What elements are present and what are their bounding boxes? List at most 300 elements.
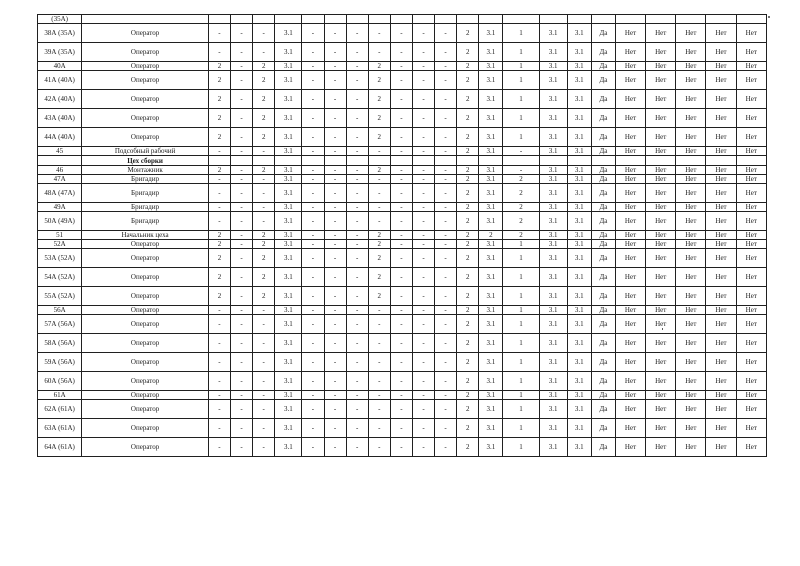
empty-cell <box>412 156 434 166</box>
value-cell: - <box>231 391 253 400</box>
empty-cell <box>503 156 539 166</box>
value-cell: 2 <box>457 353 479 372</box>
value-cell: - <box>324 203 346 212</box>
value-cell: 2 <box>457 90 479 109</box>
empty-cell <box>368 156 390 166</box>
value-cell: - <box>412 175 434 184</box>
value-cell: 3.1 <box>567 203 591 212</box>
value-cell: 2 <box>457 372 479 391</box>
value-cell: - <box>302 231 324 240</box>
value-cell: Нет <box>615 391 645 400</box>
row-number-cell: 48А (47А) <box>38 184 82 203</box>
value-cell: Нет <box>615 287 645 306</box>
value-cell: - <box>346 43 368 62</box>
value-cell: Нет <box>646 184 676 203</box>
value-cell: - <box>368 147 390 156</box>
value-cell: - <box>208 306 230 315</box>
row-number-cell: 40А <box>38 62 82 71</box>
value-cell: - <box>435 90 457 109</box>
value-cell: 3.1 <box>275 249 302 268</box>
value-cell: - <box>302 315 324 334</box>
value-cell: 3.1 <box>275 147 302 156</box>
value-cell: Нет <box>646 372 676 391</box>
value-cell: - <box>302 203 324 212</box>
value-cell: - <box>435 372 457 391</box>
value-cell: Нет <box>615 400 645 419</box>
value-cell: - <box>435 175 457 184</box>
value-cell: 3.1 <box>567 109 591 128</box>
position-cell: Начальник цеха <box>82 231 209 240</box>
value-cell: - <box>368 43 390 62</box>
empty-cell <box>539 156 567 166</box>
value-cell: - <box>324 24 346 43</box>
value-cell: 3.1 <box>539 147 567 156</box>
value-cell: Нет <box>706 315 736 334</box>
value-cell: - <box>324 147 346 156</box>
value-cell: - <box>324 90 346 109</box>
table-row <box>38 71 767 90</box>
value-cell: 3.1 <box>479 438 503 457</box>
value-cell: 2 <box>503 212 539 231</box>
value-cell: 2 <box>457 128 479 147</box>
row-number-cell: 57А (56А) <box>38 315 82 334</box>
value-cell: Да <box>591 419 615 438</box>
value-cell: 3.1 <box>275 43 302 62</box>
value-cell: - <box>302 372 324 391</box>
value-cell <box>591 15 615 24</box>
value-cell: Нет <box>676 419 706 438</box>
value-cell: Нет <box>706 147 736 156</box>
value-cell: 1 <box>503 306 539 315</box>
position-cell: Оператор <box>82 306 209 315</box>
value-cell: - <box>324 43 346 62</box>
value-cell: - <box>412 315 434 334</box>
table-row <box>38 438 767 457</box>
value-cell: 2 <box>253 287 275 306</box>
value-cell: 1 <box>503 43 539 62</box>
value-cell <box>479 15 503 24</box>
value-cell: - <box>231 419 253 438</box>
value-cell: Да <box>591 268 615 287</box>
value-cell: Нет <box>706 90 736 109</box>
value-cell: - <box>390 353 412 372</box>
value-cell: 3.1 <box>539 128 567 147</box>
value-cell: 2 <box>457 240 479 249</box>
value-cell: Нет <box>706 400 736 419</box>
value-cell: - <box>208 438 230 457</box>
value-cell: - <box>231 268 253 287</box>
value-cell: 3.1 <box>275 231 302 240</box>
value-cell: Нет <box>736 109 766 128</box>
value-cell: - <box>346 128 368 147</box>
table-row <box>38 43 767 62</box>
value-cell: - <box>390 62 412 71</box>
row-number-cell: 41А (40А) <box>38 71 82 90</box>
row-number-cell: (35А) <box>38 15 82 24</box>
value-cell: Нет <box>736 128 766 147</box>
row-number-cell: 60А (56А) <box>38 372 82 391</box>
value-cell: - <box>346 203 368 212</box>
value-cell: Да <box>591 109 615 128</box>
value-cell <box>539 15 567 24</box>
value-cell: Да <box>591 287 615 306</box>
value-cell: - <box>253 334 275 353</box>
value-cell: - <box>346 372 368 391</box>
value-cell <box>567 15 591 24</box>
value-cell: Нет <box>736 315 766 334</box>
value-cell: - <box>231 175 253 184</box>
value-cell: 2 <box>457 62 479 71</box>
value-cell: 2 <box>457 400 479 419</box>
value-cell: - <box>346 419 368 438</box>
value-cell: 1 <box>503 62 539 71</box>
value-cell: - <box>253 24 275 43</box>
value-cell: 2 <box>503 203 539 212</box>
value-cell: Нет <box>615 203 645 212</box>
value-cell: - <box>324 231 346 240</box>
position-cell: Бригадир <box>82 175 209 184</box>
value-cell: 3.1 <box>539 212 567 231</box>
position-cell: Оператор <box>82 438 209 457</box>
value-cell <box>503 15 539 24</box>
value-cell: 3.1 <box>567 391 591 400</box>
value-cell: 3.1 <box>567 71 591 90</box>
row-number-cell: 63А (61А) <box>38 419 82 438</box>
value-cell: Нет <box>736 249 766 268</box>
empty-cell <box>615 156 645 166</box>
value-cell: Нет <box>615 175 645 184</box>
value-cell: Нет <box>615 334 645 353</box>
value-cell: - <box>435 147 457 156</box>
value-cell: 3.1 <box>567 287 591 306</box>
value-cell <box>390 15 412 24</box>
value-cell: 2 <box>368 240 390 249</box>
value-cell: - <box>231 353 253 372</box>
value-cell: Нет <box>676 287 706 306</box>
value-cell: Нет <box>646 306 676 315</box>
value-cell: - <box>412 240 434 249</box>
value-cell: 3.1 <box>479 184 503 203</box>
value-cell: - <box>253 203 275 212</box>
value-cell: - <box>435 109 457 128</box>
value-cell: 3.1 <box>539 400 567 419</box>
value-cell: - <box>302 249 324 268</box>
value-cell: - <box>253 315 275 334</box>
table-row <box>38 353 767 372</box>
value-cell: Нет <box>706 372 736 391</box>
empty-cell <box>591 156 615 166</box>
value-cell: - <box>302 334 324 353</box>
value-cell: Нет <box>646 240 676 249</box>
value-cell: - <box>253 43 275 62</box>
value-cell: 3.1 <box>275 353 302 372</box>
table-row <box>38 391 767 400</box>
empty-cell <box>457 156 479 166</box>
value-cell: Нет <box>706 128 736 147</box>
value-cell: - <box>435 71 457 90</box>
position-cell: Оператор <box>82 62 209 71</box>
value-cell: 3.1 <box>275 287 302 306</box>
value-cell: 2 <box>457 175 479 184</box>
value-cell: 3.1 <box>539 62 567 71</box>
value-cell: 3.1 <box>539 391 567 400</box>
value-cell: Нет <box>706 43 736 62</box>
empty-cell <box>479 156 503 166</box>
value-cell: 2 <box>253 109 275 128</box>
value-cell: - <box>324 62 346 71</box>
value-cell: - <box>231 287 253 306</box>
value-cell: Нет <box>615 231 645 240</box>
value-cell: 3.1 <box>479 400 503 419</box>
value-cell: Нет <box>676 128 706 147</box>
value-cell: - <box>208 353 230 372</box>
value-cell: Нет <box>736 166 766 175</box>
position-cell: Оператор <box>82 287 209 306</box>
value-cell: - <box>368 203 390 212</box>
value-cell: Нет <box>646 43 676 62</box>
value-cell <box>208 15 230 24</box>
value-cell: Нет <box>706 353 736 372</box>
value-cell: - <box>302 62 324 71</box>
value-cell: Нет <box>615 249 645 268</box>
working-conditions-table <box>37 14 767 457</box>
position-cell: Оператор <box>82 90 209 109</box>
value-cell: Нет <box>736 203 766 212</box>
value-cell <box>646 15 676 24</box>
value-cell: Нет <box>615 315 645 334</box>
value-cell: Нет <box>676 43 706 62</box>
value-cell: - <box>302 147 324 156</box>
value-cell: Нет <box>676 438 706 457</box>
value-cell: Да <box>591 24 615 43</box>
row-number-cell: 43А (40А) <box>38 109 82 128</box>
value-cell: - <box>208 419 230 438</box>
value-cell: 3.1 <box>539 315 567 334</box>
value-cell: 3.1 <box>275 203 302 212</box>
value-cell: - <box>368 306 390 315</box>
value-cell: - <box>346 353 368 372</box>
scanned-document <box>37 14 767 457</box>
value-cell: - <box>302 175 324 184</box>
value-cell: - <box>390 419 412 438</box>
value-cell: - <box>390 400 412 419</box>
row-number-cell: 51 <box>38 231 82 240</box>
value-cell: Нет <box>615 184 645 203</box>
row-number-cell: 46 <box>38 166 82 175</box>
value-cell: - <box>346 62 368 71</box>
value-cell: - <box>324 268 346 287</box>
value-cell: - <box>346 212 368 231</box>
value-cell: - <box>390 184 412 203</box>
value-cell: Нет <box>706 175 736 184</box>
value-cell: - <box>435 166 457 175</box>
value-cell: - <box>231 71 253 90</box>
value-cell: - <box>368 24 390 43</box>
value-cell: - <box>302 24 324 43</box>
value-cell: - <box>302 43 324 62</box>
empty-cell <box>435 156 457 166</box>
value-cell: - <box>503 147 539 156</box>
value-cell: - <box>302 391 324 400</box>
value-cell: - <box>346 287 368 306</box>
value-cell: Нет <box>676 175 706 184</box>
value-cell: - <box>324 109 346 128</box>
value-cell <box>736 15 766 24</box>
value-cell: 3.1 <box>539 71 567 90</box>
value-cell: 2 <box>457 419 479 438</box>
empty-cell <box>302 156 324 166</box>
value-cell: Нет <box>736 175 766 184</box>
value-cell: - <box>231 62 253 71</box>
value-cell: Нет <box>646 24 676 43</box>
value-cell: 3.1 <box>567 62 591 71</box>
position-cell: Оператор <box>82 128 209 147</box>
value-cell: Нет <box>676 240 706 249</box>
value-cell: Нет <box>615 128 645 147</box>
empty-cell <box>208 156 230 166</box>
value-cell: 1 <box>503 419 539 438</box>
value-cell: - <box>368 391 390 400</box>
value-cell <box>275 15 302 24</box>
position-cell: Подсобный рабочий <box>82 147 209 156</box>
value-cell: Нет <box>646 62 676 71</box>
value-cell: - <box>435 231 457 240</box>
table-row <box>38 231 767 240</box>
value-cell: 3.1 <box>275 334 302 353</box>
value-cell: 2 <box>208 71 230 90</box>
value-cell: Нет <box>646 400 676 419</box>
value-cell: - <box>412 231 434 240</box>
value-cell: - <box>324 400 346 419</box>
value-cell: 3.1 <box>567 315 591 334</box>
value-cell: - <box>368 400 390 419</box>
value-cell: - <box>346 391 368 400</box>
value-cell: 3.1 <box>567 147 591 156</box>
value-cell: Нет <box>736 212 766 231</box>
value-cell: 1 <box>503 128 539 147</box>
value-cell: - <box>324 372 346 391</box>
position-cell: Оператор <box>82 240 209 249</box>
position-cell: Монтажник <box>82 166 209 175</box>
value-cell: Нет <box>736 400 766 419</box>
value-cell: 2 <box>457 71 479 90</box>
value-cell: 3.1 <box>479 71 503 90</box>
value-cell: - <box>368 419 390 438</box>
section-row <box>38 156 767 166</box>
value-cell: 3.1 <box>479 24 503 43</box>
value-cell: Нет <box>676 203 706 212</box>
value-cell: - <box>231 249 253 268</box>
value-cell: 3.1 <box>539 249 567 268</box>
value-cell: Нет <box>706 334 736 353</box>
row-number-cell: 39А (35А) <box>38 43 82 62</box>
value-cell: Нет <box>615 419 645 438</box>
value-cell: Нет <box>646 71 676 90</box>
value-cell: - <box>412 166 434 175</box>
value-cell: Нет <box>736 71 766 90</box>
position-cell: Оператор <box>82 334 209 353</box>
table-row <box>38 128 767 147</box>
value-cell: Нет <box>706 184 736 203</box>
value-cell: 2 <box>253 166 275 175</box>
value-cell: - <box>390 287 412 306</box>
value-cell: 2 <box>253 128 275 147</box>
value-cell: - <box>390 109 412 128</box>
value-cell: - <box>231 240 253 249</box>
value-cell: 3.1 <box>479 287 503 306</box>
value-cell: Нет <box>676 71 706 90</box>
value-cell: 1 <box>503 109 539 128</box>
value-cell: - <box>346 175 368 184</box>
value-cell: - <box>302 306 324 315</box>
value-cell: Нет <box>646 391 676 400</box>
value-cell: 2 <box>368 71 390 90</box>
value-cell: 2 <box>208 231 230 240</box>
value-cell: - <box>302 71 324 90</box>
table-row <box>38 400 767 419</box>
value-cell: - <box>253 391 275 400</box>
value-cell: Нет <box>736 306 766 315</box>
value-cell: - <box>302 438 324 457</box>
value-cell: - <box>368 334 390 353</box>
row-number-cell: 49А <box>38 203 82 212</box>
value-cell: Нет <box>706 249 736 268</box>
value-cell: - <box>231 147 253 156</box>
value-cell: - <box>324 306 346 315</box>
value-cell: 3.1 <box>539 175 567 184</box>
empty-cell <box>676 156 706 166</box>
value-cell: Нет <box>736 391 766 400</box>
value-cell: 2 <box>208 287 230 306</box>
section-title: Цех сборки <box>82 156 209 166</box>
value-cell: 2 <box>457 268 479 287</box>
value-cell: - <box>253 372 275 391</box>
table-row <box>38 15 767 24</box>
value-cell: - <box>435 62 457 71</box>
value-cell: Нет <box>706 62 736 71</box>
value-cell: - <box>231 24 253 43</box>
value-cell: - <box>435 438 457 457</box>
value-cell: 3.1 <box>567 128 591 147</box>
position-cell: Оператор <box>82 24 209 43</box>
value-cell: Нет <box>706 24 736 43</box>
value-cell: Нет <box>676 166 706 175</box>
value-cell: 2 <box>457 203 479 212</box>
value-cell: 3.1 <box>567 24 591 43</box>
row-number-cell: 56А <box>38 306 82 315</box>
value-cell <box>706 15 736 24</box>
value-cell: Да <box>591 175 615 184</box>
value-cell: - <box>412 391 434 400</box>
scan-speck <box>768 16 770 18</box>
value-cell: Нет <box>706 419 736 438</box>
empty-cell <box>324 156 346 166</box>
table-row <box>38 249 767 268</box>
value-cell: 2 <box>368 287 390 306</box>
value-cell: - <box>390 90 412 109</box>
value-cell: 1 <box>503 391 539 400</box>
value-cell: - <box>231 438 253 457</box>
value-cell: 3.1 <box>275 419 302 438</box>
value-cell: 1 <box>503 400 539 419</box>
empty-cell <box>706 156 736 166</box>
value-cell: 3.1 <box>479 306 503 315</box>
table-row <box>38 175 767 184</box>
value-cell: Нет <box>646 353 676 372</box>
value-cell: - <box>412 249 434 268</box>
value-cell: 1 <box>503 353 539 372</box>
value-cell: 3.1 <box>275 438 302 457</box>
